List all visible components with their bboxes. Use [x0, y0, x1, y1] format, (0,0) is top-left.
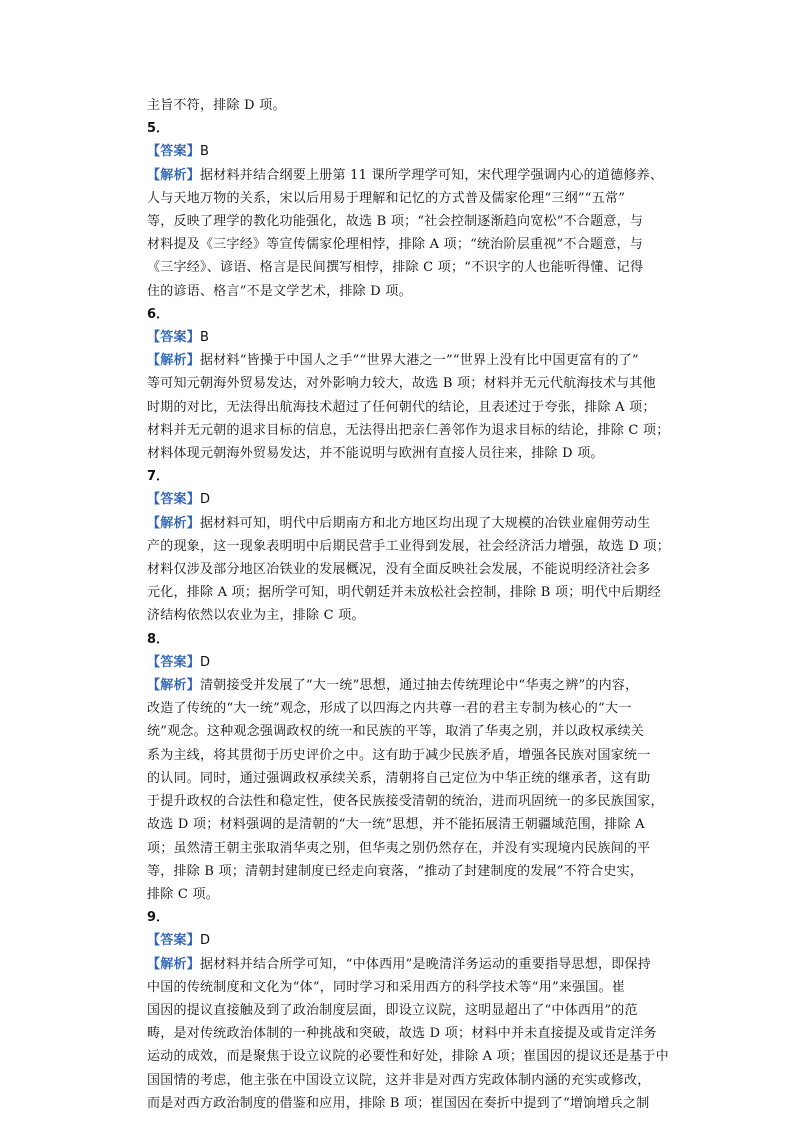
- analysis-text: 时期的对比，无法得出航海技术超过了任何朝代的结论，且表述过于夸张，排除 A 项；: [147, 399, 656, 415]
- analysis-line: [147, 349, 683, 372]
- answer-value: B: [200, 144, 210, 160]
- question-number: 7．: [147, 469, 170, 485]
- analysis-text: 元化，排除 A 项；据所学可知，明代朝廷并未放松社会控制，排除 B 项；明代中后期经: [147, 585, 661, 601]
- analysis-text: 的认同。同时，通过强调政权承续关系，清朝将自己定位为中华正统的继承者，这有助: [147, 770, 651, 786]
- analysis-line: [147, 720, 683, 743]
- analysis-line: [147, 372, 683, 395]
- analysis-line: [147, 1022, 683, 1045]
- analysis-line: [147, 604, 683, 627]
- analysis-tag: 【解析】: [147, 956, 201, 972]
- analysis-tag: 【解析】: [147, 678, 201, 694]
- analysis-text: 国因的提议直接触及到了政治制度层面，即设立议院，这明显超出了“中体西用”的范: [147, 1002, 638, 1018]
- analysis-text: 材料体现元朝海外贸易发达，并不能说明与欧洲有直接人员往来，排除 D 项。: [147, 446, 604, 462]
- answer-line: [147, 929, 683, 952]
- intro-line: 主旨不符，排除 D 项。: [147, 98, 286, 113]
- analysis-line: [147, 280, 683, 303]
- analysis-line: [147, 187, 683, 210]
- answer-line: [147, 140, 683, 163]
- analysis-line: [147, 1045, 683, 1068]
- analysis-text: 人与天地万物的关系，宋以后用易于理解和记忆的方式普及儒家伦理“三纲”“五常”: [147, 190, 626, 206]
- analysis-tag: 【解析】: [147, 515, 201, 531]
- analysis-line: [147, 790, 683, 813]
- analysis-line: [147, 767, 683, 790]
- analysis-text: 故选 D 项；材料强调的是清朝的“大一统”思想，并不能拓展清王朝疆域范围，排除 A: [147, 817, 645, 833]
- analysis-text: 等，排除 B 项；清朝封建制度已经走向衰落，“推动了封建制度的发展”不符合史实，: [147, 863, 644, 879]
- analysis-line: [147, 697, 683, 720]
- analysis-line: [147, 512, 683, 535]
- analysis-line: [147, 442, 683, 465]
- analysis-text: 系为主线，将其贯彻于历史评价之中。这有助于减少民族矛盾，增强各民族对国家统一: [147, 747, 651, 763]
- analysis-line: [147, 953, 683, 976]
- analysis-text: 等，反映了理学的教化功能强化，故选 B 项；“社会控制逐渐趋向宽松”不合题意，与: [147, 214, 644, 230]
- analysis-text: 济结构依然以农业为主，排除 C 项。: [147, 608, 365, 624]
- question-number: 6．: [147, 306, 170, 322]
- analysis-text: 据材料“皆操于中国人之手”“世界大港之一”“世界上没有比中国更富有的了”: [200, 353, 639, 369]
- answer-explanations: [147, 94, 683, 1115]
- analysis-text: 材料提及《三字经》等宣传儒家伦理相悖，排除 A 项；“统治阶层重视”不合题意，与: [147, 237, 643, 253]
- analysis-text: 运动的成效，而是聚焦于设立议院的必要性和好处，排除 A 项；崔国因的提议还是基于中: [147, 1049, 669, 1065]
- analysis-text: 据材料并结合所学可知，“中体西用”是晚清洋务运动的重要指导思想，即保持: [200, 956, 652, 972]
- analysis-text: 据材料并结合纲要上册第 11 课所学理学可知，宋代理学强调内心的道德修养、: [200, 167, 664, 183]
- question-number: 5．: [147, 121, 170, 137]
- analysis-text: 据材料可知，明代中后期南方和北方地区均出现了大规模的冶铁业雇佣劳动生: [200, 515, 651, 531]
- answer-tag: 【答案】: [147, 654, 201, 670]
- analysis-text: 于提升政权的合法性和稳定性，使各民族接受清朝的统治，进而巩固统一的多民族国家，: [147, 794, 664, 810]
- analysis-line: [147, 233, 683, 256]
- analysis-line: [147, 558, 683, 581]
- analysis-text: 项；虽然清王朝主张取消华夷之别，但华夷之别仍然存在，并没有实现境内民族间的平: [147, 840, 651, 856]
- answer-value: D: [200, 654, 211, 670]
- answer-line: [147, 326, 683, 349]
- analysis-line: [147, 837, 683, 860]
- answer-value: B: [200, 330, 210, 346]
- answer-value: D: [200, 933, 211, 949]
- analysis-text: 中国的传统制度和文化为“体”，同时学习和采用西方的科学技术等“用”来强国。崔: [147, 979, 626, 995]
- answer-line: [147, 651, 683, 674]
- analysis-tag: 【解析】: [147, 353, 201, 369]
- analysis-line: [147, 256, 683, 279]
- analysis-text: 材料并无元朝的退求目标的信息，无法得出把亲仁善邻作为退求目标的结论，排除 C 项；: [147, 422, 670, 438]
- answer-tag: 【答案】: [147, 330, 201, 346]
- question-number: 9．: [147, 910, 170, 926]
- analysis-text: 排除 C 项。: [147, 886, 219, 902]
- answer-line: [147, 488, 683, 511]
- analysis-line: [147, 860, 683, 883]
- analysis-line: [147, 164, 683, 187]
- analysis-text: 《三字经》、谚语、格言是民间撰写相悖，排除 C 项；“不识字的人也能听得懂、记得: [147, 260, 644, 276]
- analysis-line: [147, 1069, 683, 1092]
- answer-tag: 【答案】: [147, 933, 201, 949]
- analysis-text: 住的谚语、格言”不是文学艺术，排除 D 项。: [147, 283, 412, 299]
- analysis-line: [147, 535, 683, 558]
- analysis-text: 国国情的考虑，他主张在中国设立议院，这并非是对西方宪政体制内涵的充实或修改，: [147, 1072, 651, 1088]
- analysis-line: [147, 813, 683, 836]
- answer-tag: 【答案】: [147, 144, 201, 160]
- analysis-line: [147, 1092, 683, 1115]
- analysis-line: [147, 674, 683, 697]
- analysis-text: 改造了传统的“大一统”观念，形成了以四海之内共尊一君的君主专制为核心的“大一: [147, 701, 632, 717]
- analysis-line: [147, 999, 683, 1022]
- analysis-line: [147, 396, 683, 419]
- analysis-tag: 【解析】: [147, 167, 201, 183]
- answer-tag: 【答案】: [147, 492, 201, 508]
- analysis-line: [147, 581, 683, 604]
- question-number: 8．: [147, 631, 170, 647]
- analysis-line: [147, 976, 683, 999]
- analysis-line: [147, 210, 683, 233]
- analysis-text: 畴，是对传统政治体制的一种挑战和突破，故选 D 项；材料中并未直接提及或肯定洋务: [147, 1026, 657, 1042]
- analysis-text: 等可知元朝海外贸易发达，对外影响力较大，故选 B 项；材料并无元代航海技术与其他: [147, 376, 656, 392]
- analysis-text: 产的现象，这一现象表明明中后期民营手工业得到发展，社会经济活力增强，故选 D 项；: [147, 538, 670, 554]
- answer-value: D: [200, 492, 211, 508]
- analysis-text: 而是对西方政治制度的借鉴和应用，排除 B 项；崔国因在奏折中提到了“增饷增兵之制: [147, 1095, 650, 1111]
- analysis-text: 统”观念。这种观念强调政权的统一和民族的平等，取消了华夷之别，并以政权承续关: [147, 724, 645, 740]
- analysis-line: [147, 744, 683, 767]
- analysis-text: 清朝接受并发展了“大一统”思想，通过抽去传统理论中“华夷之辨”的内容，: [200, 678, 639, 694]
- analysis-text: 材料仅涉及部分地区冶铁业的发展概况，没有全面反映社会发展，不能说明经济社会多: [147, 562, 651, 578]
- analysis-line: [147, 883, 683, 906]
- analysis-line: [147, 419, 683, 442]
